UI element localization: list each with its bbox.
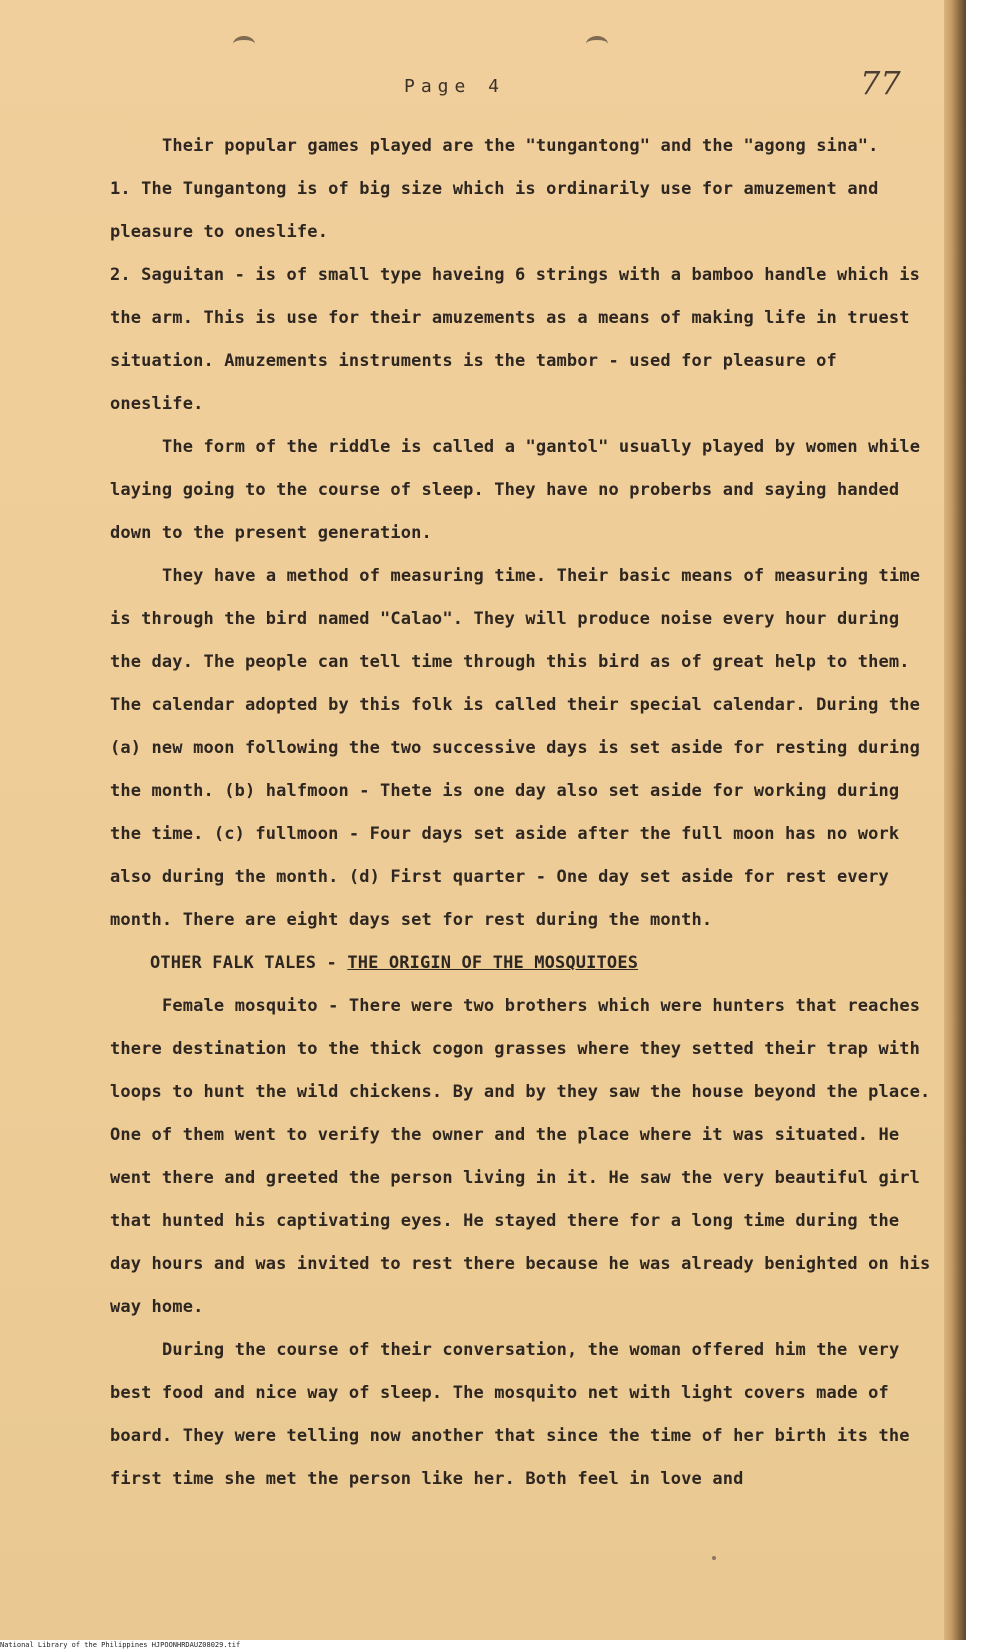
paragraph-time-measurement: They have a method of measuring time. Their basic means of measuring time is through the bird named "Calao". They will produce noise every hour during the day. The people can tell time through this bird as of great help to them. The calendar adopted by this folk is called their special calendar. During the (a) new moon following the two successive days is set aside for resting during the month. (b) halfmoon - Thete is one day also set aside for working during the time. (c) fullmoon - Four days set aside after the full moon has no work also during the month. (d) First quarter - One day set aside for rest every month. There are eight days set for rest during the month.: [110, 566, 921, 930]
document-body: [110, 125, 940, 1501]
page-binding-edge: [944, 0, 966, 1640]
heading-prefix: OTHER FALK TALES -: [150, 953, 348, 973]
paragraph-games: Their popular games played are the "tungantong" and the "agong sina".: [162, 136, 879, 156]
punch-hole-mark: [586, 36, 608, 52]
paragraph-story-2: During the course of their conversation, the woman offered him the very best food and nice way of sleep. The mosquito net with light covers made of board. They were telling now another that since the time of her birth its the first time she met the person like her. Both feel in love and: [110, 1340, 910, 1489]
archive-footer: National Library of the Philippines HJPOONHRDAUZ08029.tif: [0, 1641, 241, 1649]
heading-title: THE ORIGIN OF THE MOSQUITOES: [347, 953, 639, 973]
paragraph-story-1: Female mosquito - There were two brothers which were hunters that reaches there destination to the thick cogon grasses where they setted their trap with loops to hunt the wild chickens. By and by they saw the house beyond the place. One of them went to verify the owner and the place where it was situated. He went there and greeted the person living in it. He saw the very beautiful girl that hunted his captivating eyes. He stayed there for a long time during the day hours and was invited to rest there because he was already benighted on his way home.: [110, 996, 931, 1317]
paragraph-saguitan: 2. Saguitan - is of small type haveing 6 strings with a bamboo handle which is the arm. This is use for their amuzements as a means of making life in truest situation. Amuzements instruments is the tambor - used for pleasure of oneslife.: [110, 265, 921, 414]
paragraph-riddle: The form of the riddle is called a "gantol" usually played by women while laying going to the course of sleep. They have no proberbs and saying handed down to the present generation.: [110, 437, 921, 543]
page-number-header: Page 4: [404, 76, 506, 97]
handwritten-folio-number: 77: [860, 64, 901, 102]
paragraph-tungantong: 1. The Tungantong is of big size which is ordinarily use for amuzement and pleasure to oneslife.: [110, 179, 879, 242]
section-heading: [110, 942, 940, 985]
punch-hole-mark: [233, 36, 255, 52]
paper-speck: [712, 1556, 716, 1560]
